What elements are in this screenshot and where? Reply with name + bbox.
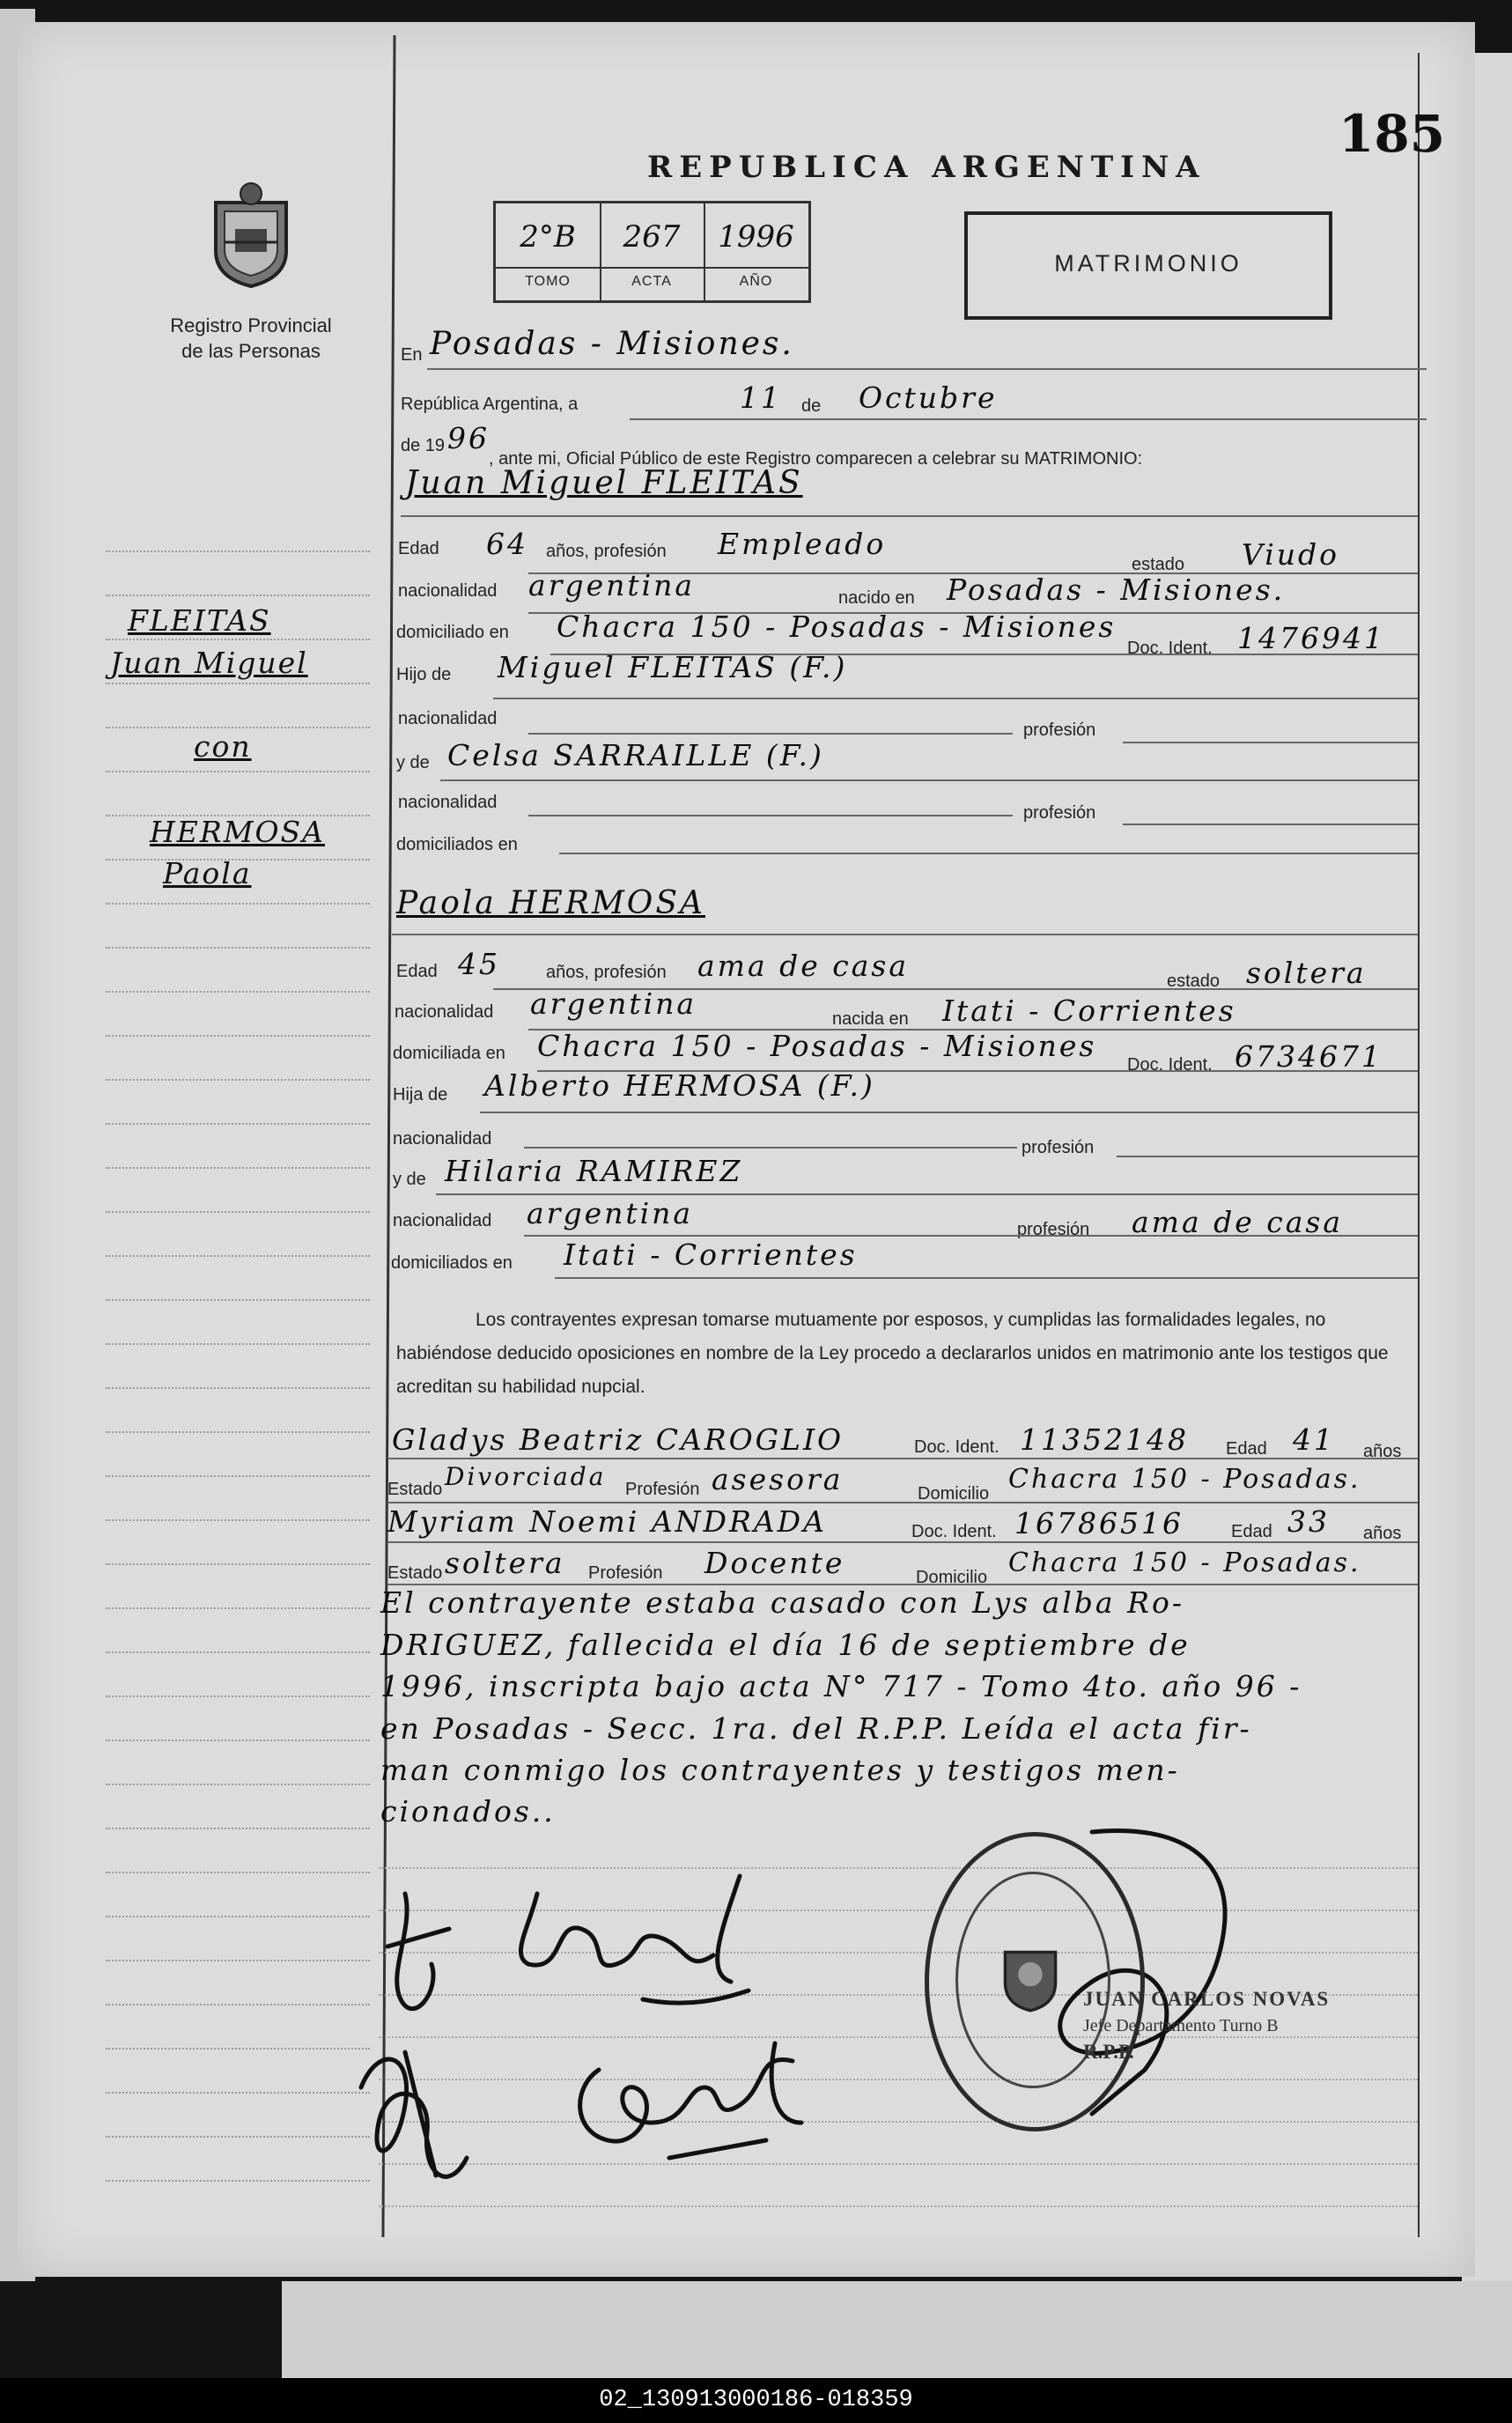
margin-ruled-line (106, 1079, 370, 1081)
bride-domiciliada-label: domiciliada en (393, 1044, 505, 1063)
margin-ruled-line (106, 1431, 370, 1433)
groom-edad-label: Edad (398, 539, 439, 558)
groom-mother-line (440, 779, 1418, 781)
margin-ruled-line (106, 947, 370, 949)
bride-parents-dom-label: domiciliados en (391, 1253, 513, 1273)
stamp-emblem-icon (999, 1942, 1061, 2013)
tomo-label: TOMO (525, 274, 571, 289)
witness1-name-line (387, 1458, 1418, 1459)
bride-father-prof-label: profesión (1022, 1138, 1095, 1157)
margin-ruled-line (106, 1651, 370, 1653)
ano-cell (704, 203, 808, 300)
intro-month: Octubre (859, 380, 998, 415)
groom-name-line (401, 515, 1418, 517)
bride-parents-address: Itati - Corrientes (564, 1237, 858, 1272)
bride-profession: ama de casa (697, 949, 910, 983)
groom-birthplace: Posadas - Misiones. (947, 573, 1286, 607)
bride-nacionalidad-label: nacionalidad (395, 1002, 494, 1022)
margin-ruled-line (106, 1123, 370, 1125)
margin-ruled-line (106, 1740, 370, 1741)
witness2-edad-label: Edad (1231, 1522, 1272, 1541)
margin-ruled-line (106, 771, 370, 772)
intro-place-line (427, 368, 1427, 370)
right-border (1418, 53, 1420, 2237)
margin-ruled-line (106, 2180, 370, 2182)
margin-ruled-line (106, 1519, 370, 1521)
witness2-name: Myriam Noemi ANDRADA (387, 1504, 827, 1539)
groom-estado-label: estado (1132, 555, 1185, 574)
margin-connector: con (194, 729, 252, 764)
declaration-paragraph (396, 1304, 1409, 1404)
acta-value: 267 (623, 219, 681, 255)
margin-ruled-line (106, 1255, 370, 1257)
groom-parents-dom-line (559, 853, 1418, 854)
groom-father-line (493, 698, 1418, 699)
intro-statement: , ante mi, Oficial Público de este Registro comparecen a celebrar su MATRIMONIO: (489, 449, 1143, 469)
groom-full-name: Juan Miguel FLEITAS (405, 465, 803, 501)
bride-father-line (480, 1112, 1418, 1113)
groom-father-nac-label: nacionalidad (398, 709, 498, 728)
intro-de-label: de (801, 396, 822, 416)
intro-place: Posadas - Misiones. (430, 326, 794, 362)
witness2-doc-number: 16786516 (1014, 1506, 1184, 1540)
margin-bride-given: Paola (163, 856, 252, 890)
signature-contrayente-2 (361, 2052, 467, 2176)
notes-line1: El contrayente estaba casado con Lys alba Ro- (380, 1585, 1184, 1620)
notes-line3: 1996, inscripta bajo acta N° 717 - Tomo 4to. año 96 - (380, 1669, 1302, 1703)
witness1-address: Chacra 150 - Posadas. (1008, 1464, 1361, 1495)
notes-line4: en Posadas - Secc. 1ra. del R.P.P. Leída el acta fir- (380, 1711, 1252, 1746)
bride-mother-nac-line (524, 1235, 1418, 1237)
groom-mother-nac-label: nacionalidad (398, 793, 498, 812)
witness2-domicilio-label: Domicilio (916, 1568, 988, 1587)
margin-ruled-line (106, 1695, 370, 1697)
officer-stamp-text (1083, 1986, 1374, 2065)
bride-address: Chacra 150 - Posadas - Misiones (537, 1029, 1097, 1063)
margin-ruled-line (106, 1916, 370, 1917)
groom-nacionalidad-label: nacionalidad (398, 581, 498, 601)
signature-testigo-1 (520, 1876, 749, 2003)
bride-hija-label: Hija de (393, 1085, 448, 1104)
registry-seal-icon (198, 181, 304, 291)
bride-nationality: argentina (530, 986, 697, 1021)
intro-date-line (630, 418, 1427, 420)
bride-mother-nationality: argentina (527, 1196, 694, 1230)
signature-contrayente-1 (387, 1894, 449, 2009)
margin-ruled-line (106, 683, 370, 684)
groom-father: Miguel FLEITAS (F.) (498, 650, 848, 684)
notes-line2: DRIGUEZ, fallecida el día 16 de septiembre de (380, 1628, 1191, 1662)
margin-ruled-line (106, 2048, 370, 2050)
witness2-name-line (387, 1541, 1418, 1543)
groom-address: Chacra 150 - Posadas - Misiones (557, 609, 1117, 644)
groom-mother-prof-line (1123, 824, 1418, 825)
witness2-anos-label: años (1363, 1524, 1402, 1543)
intro-republica-label: República Argentina, a (401, 395, 579, 414)
witness1-profession: asesora (712, 1462, 844, 1496)
margin-ruled-line (106, 595, 370, 596)
margin-ruled-line (106, 2136, 370, 2138)
margin-groom-surname: FLEITAS (128, 603, 271, 638)
intro-day: 11 (740, 380, 782, 415)
signature-testigo-2 (580, 2043, 801, 2158)
bride-mother-prof-label: profesión (1017, 1220, 1090, 1239)
witness1-doc-label: Doc. Ident. (914, 1437, 999, 1457)
bride-father-nac-line (524, 1147, 1017, 1149)
margin-ruled-line (106, 2004, 370, 2006)
bride-mother-line (436, 1193, 1418, 1195)
groom-nationality: argentina (528, 568, 696, 602)
bride-anos-profesion-label: años, profesión (546, 963, 667, 982)
margin-ruled-line (106, 2092, 370, 2094)
margin-ruled-line (106, 1299, 370, 1301)
lower-page-edge (282, 2281, 1512, 2378)
margin-bride-surname: HERMOSA (150, 815, 325, 849)
margin-ruled-line (106, 1784, 370, 1785)
groom-father-prof-label: profesión (1023, 720, 1096, 740)
witness2-age: 33 (1287, 1504, 1330, 1539)
witness1-doc-number: 11352148 (1020, 1422, 1189, 1457)
margin-ruled-line (106, 903, 370, 905)
bride-name-line (392, 934, 1418, 935)
witness1-status-line (387, 1502, 1418, 1503)
margin-ruled-line (106, 1872, 370, 1873)
margin-ruled-line (106, 550, 370, 552)
acta-label: ACTA (631, 274, 672, 289)
groom-father-nac-line (528, 733, 1013, 735)
officer-name: JUAN CARLOS NOVAS (1083, 1988, 1331, 2010)
registry-label-line1: Registro Provincial (170, 314, 332, 336)
official-stamp (925, 1832, 1145, 2131)
bride-nacida-label: nacida en (832, 1009, 909, 1029)
page-number: 185 (1339, 104, 1446, 164)
bride-father-nac-label: nacionalidad (393, 1129, 492, 1149)
bride-estado-label: estado (1167, 971, 1221, 991)
ano-label: AÑO (739, 274, 773, 289)
tomo-cell (496, 203, 601, 300)
witness1-age: 41 (1293, 1422, 1335, 1457)
intro-year-suffix: 96 (447, 421, 490, 455)
groom-marital-status: Viudo (1242, 537, 1340, 572)
image-code: 02_130913000186-018359 (599, 2387, 913, 2413)
margin-ruled-line (106, 1607, 370, 1609)
bride-birthplace: Itati - Corrientes (942, 994, 1236, 1028)
bride-marital-status: soltera (1246, 956, 1367, 990)
groom-doc-number: 1476941 (1237, 621, 1385, 655)
groom-yde-label: y de (396, 753, 430, 772)
margin-ruled-line (106, 1035, 370, 1037)
bride-yde-label: y de (393, 1170, 426, 1189)
notes-line6: cionados.. (380, 1794, 556, 1828)
witness1-name: Gladys Beatriz CAROGLIO (392, 1422, 845, 1457)
witness2-profesion-label: Profesión (588, 1563, 663, 1583)
declaration-text: Los contrayentes expresan tomarse mutuamente por esposos, y cumplidas las formalidades legales, no habiéndose deducido oposiciones en nombre de la Ley procedo a declararlos unidos en matrimonio ante los testigos que acreditan su habilidad nupcial. (396, 1310, 1389, 1397)
witness2-doc-label: Doc. Ident. (911, 1522, 997, 1541)
groom-age: 64 (486, 527, 528, 561)
groom-parents-dom-label: domiciliados en (396, 835, 518, 854)
record-type-label: MATRIMONIO (1054, 250, 1243, 277)
bride-mother-profession: ama de casa (1132, 1205, 1344, 1239)
bride-edad-label: Edad (396, 962, 438, 981)
bride-father-prof-line (1117, 1156, 1418, 1157)
groom-mother-nac-line (528, 815, 1013, 816)
witness1-status: Divorciada (445, 1462, 607, 1491)
margin-ruled-line (106, 1167, 370, 1169)
witness2-status: soltera (445, 1546, 565, 1580)
groom-hijo-label: Hijo de (396, 665, 452, 684)
witness1-profesion-label: Profesión (625, 1480, 700, 1499)
bride-full-name: Paola HERMOSA (396, 885, 705, 921)
bride-parents-dom-line (555, 1277, 1418, 1279)
witness2-profession: Docente (704, 1546, 845, 1580)
registry-label-line2: de las Personas (181, 340, 321, 362)
bride-mother: Hilaria RAMIREZ (445, 1154, 743, 1188)
margin-ruled-line (106, 1828, 370, 1829)
groom-profession: Empleado (718, 527, 887, 561)
image-code-bar (0, 2378, 1512, 2423)
tomo-value: 2°B (520, 219, 576, 255)
ano-value: 1996 (718, 219, 794, 255)
groom-domiciliado-label: domiciliado en (396, 623, 509, 642)
margin-ruled-line (106, 1475, 370, 1477)
record-type-box (964, 211, 1332, 320)
margin-ruled-line (106, 991, 370, 993)
intro-year-prefix: de 19 (401, 436, 446, 455)
margin-groom-given: Juan Miguel (110, 646, 308, 680)
bride-father: Alberto HERMOSA (F.) (484, 1068, 875, 1103)
margin-ruled-line (106, 1563, 370, 1565)
margin-ruled-line (106, 1343, 370, 1345)
bride-doc-number: 6734671 (1235, 1039, 1383, 1074)
witness1-estado-label: Estado (387, 1480, 443, 1499)
intro-en-label: En (401, 345, 423, 365)
margin-ruled-line (106, 727, 370, 728)
witness1-edad-label: Edad (1226, 1439, 1267, 1459)
witness1-domicilio-label: Domicilio (918, 1484, 990, 1503)
tomo-acta-ano-box (493, 201, 811, 303)
groom-mother-prof-label: profesión (1023, 803, 1096, 823)
registry-label (132, 313, 370, 364)
margin-ruled-line (106, 1387, 370, 1389)
margin-ruled-line (106, 1960, 370, 1961)
bride-doc-label: Doc. Ident. (1127, 1055, 1213, 1075)
witness1-anos-label: años (1363, 1442, 1402, 1461)
officer-title: Jefe Departamento Turno B (1083, 2016, 1279, 2035)
notes-line5: man conmigo los contrayentes y testigos men- (380, 1753, 1180, 1787)
acta-cell (600, 203, 705, 300)
margin-ruled-line (106, 1211, 370, 1213)
officer-office: R.P.P. (1083, 2041, 1134, 2063)
witness2-estado-label: Estado (387, 1563, 443, 1583)
groom-anos-profesion-label: años, profesión (546, 542, 667, 561)
groom-father-prof-line (1123, 742, 1418, 743)
groom-nacido-label: nacido en (838, 588, 915, 608)
groom-doc-label: Doc. Ident. (1127, 639, 1213, 658)
bride-age: 45 (458, 947, 500, 981)
bride-mother-nac-label: nacionalidad (393, 1211, 492, 1230)
witness2-address: Chacra 150 - Posadas. (1008, 1548, 1361, 1578)
groom-mother: Celsa SARRAILLE (F.) (447, 738, 824, 772)
country-title: REPUBLICA ARGENTINA (647, 150, 1206, 185)
margin-ruled-line (106, 639, 370, 640)
